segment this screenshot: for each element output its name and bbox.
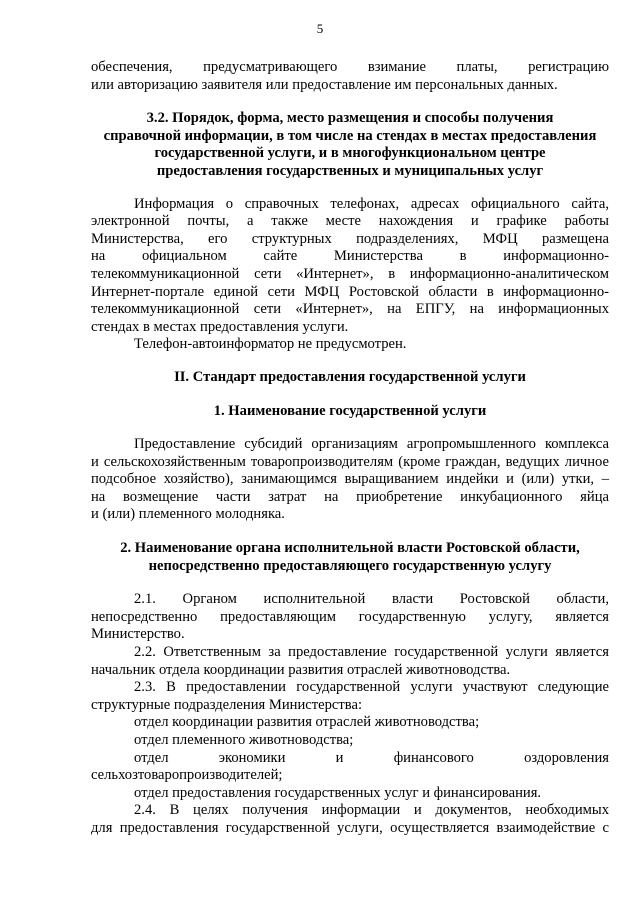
info-paragraph	[91, 196, 609, 337]
text-line: и (или) племенного молодняка.	[91, 506, 285, 523]
service-name-paragraph	[91, 436, 609, 524]
text-line: 2.1. Органом исполнительной власти Ростовской области,	[134, 591, 609, 608]
text-line: 2.4. В целях получения информации и документов, необходимых	[134, 802, 609, 819]
service-name-heading: 1. Наименование государственной услуги	[213, 402, 487, 419]
list-item: отдел экономики и финансового оздоровления	[134, 749, 609, 766]
authority-heading	[91, 540, 609, 575]
page-number: 5	[316, 21, 324, 36]
continuation-paragraph	[91, 59, 609, 94]
heading-line: 3.2. Порядок, форма, место размещения и способы получения	[146, 110, 554, 127]
text-line: телекоммуникационной сети «Интернет», на ЕПГУ, на информационных	[91, 301, 609, 318]
text-line: непосредственно предоставляющим государственную услугу, является	[91, 608, 609, 625]
text-line: структурные подразделения Министерства:	[91, 696, 363, 713]
text-line: Интернет-портале единой сети МФЦ Ростовской области в информационно-	[91, 283, 609, 300]
departments-list	[91, 714, 609, 802]
paragraph-2-1	[91, 591, 609, 644]
text-line: обеспечения, предусматривающего взимание платы, регистрацию	[91, 59, 609, 75]
heading-line: 2. Наименование органа исполнительной власти Ростовской области,	[120, 540, 580, 557]
text-line: Информация о справочных телефонах, адресах официального сайта,	[134, 195, 609, 212]
list-item: отдел предоставления государственных услуг и финансирования.	[134, 784, 542, 801]
text-line: 2.3. В предоставлении государственной услуги участвуют следующие	[134, 679, 609, 696]
text-line: Предоставление субсидий организациям агропромышленного комплекса	[134, 436, 609, 453]
text-line: на официальном сайте Министерства в информационно-	[91, 248, 609, 265]
text-line: электронной почты, а также месте нахождения и графике работы	[91, 213, 609, 230]
text-line: 2.2. Ответственным за предоставление государственной услуги является	[134, 644, 609, 661]
heading-line: государственной услуги, и в многофункциональном центре	[154, 145, 546, 162]
heading-line: предоставления государственных и муниципальных услуг	[156, 162, 544, 179]
heading-line: непосредственно предоставляющего государственную услугу	[148, 557, 552, 574]
text-line: начальник отдела координации развития отраслей животноводства.	[91, 661, 511, 678]
page-content	[91, 59, 609, 838]
phone-paragraph: Телефон-автоинформатор не предусмотрен.	[134, 336, 407, 353]
list-item: отдел координации развития отраслей животноводства;	[134, 714, 480, 731]
list-item-continuation: сельхозтоваропроизводителей;	[91, 767, 283, 784]
section-3-2-heading	[91, 110, 609, 180]
text-line: Министерство.	[91, 626, 185, 643]
list-item: отдел племенного животноводства;	[134, 732, 354, 748]
text-line: подсобное хозяйство), занимающимся выращиванием индейки и (или) утки, –	[91, 471, 609, 488]
section-2-title: II. Стандарт предоставления государственной услуги	[174, 368, 526, 385]
text-line: стендах в местах предоставления услуги.	[91, 318, 349, 335]
paragraph-2-4	[91, 802, 609, 837]
paragraph-2-2	[91, 644, 609, 679]
text-line: и сельскохозяйственным товаропроизводителям (кроме граждан, ведущих личное	[91, 453, 609, 470]
text-line: телекоммуникационной сети «Интернет», в информационно-аналитическом	[91, 265, 609, 282]
text-line: или авторизацию заявителя или предоставление им персональных данных.	[91, 76, 558, 93]
text-line: Министерства, его структурных подразделениях, МФЦ размещена	[91, 230, 609, 247]
text-line: для предоставления государственной услуги, осуществляется взаимодействие с	[91, 819, 609, 836]
text-line: на возмещение части затрат на приобретение инкубационного яйца	[91, 488, 609, 505]
heading-line: справочной информации, в том числе на стендах в местах предоставления	[103, 127, 597, 144]
paragraph-2-3	[91, 679, 609, 714]
